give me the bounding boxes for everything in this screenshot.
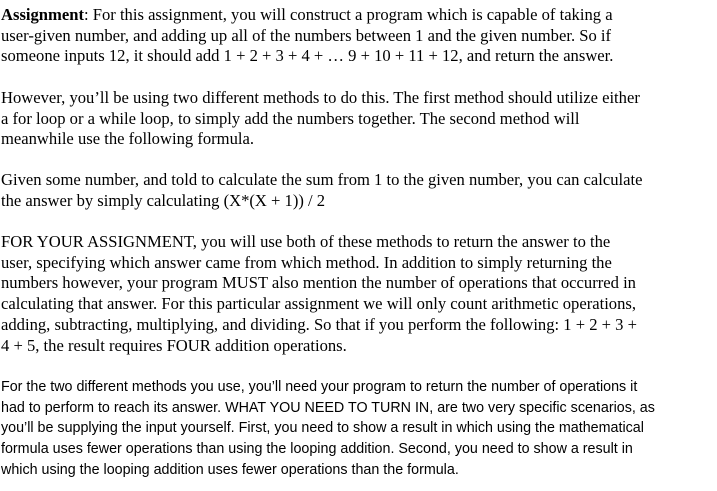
paragraph-line: the answer by simply calculating (X*(X + 1)) / 2 <box>1 190 326 210</box>
methods-paragraph <box>1 88 640 150</box>
paragraph-line: had to perform to reach its answer. WHAT YOU NEED TO TURN IN, are two very specific scenarios, as <box>1 399 655 416</box>
assignment-label: Assignment <box>1 5 84 24</box>
paragraph-line: Given some number, and told to calculate the sum from 1 to the given number, you can calculate <box>1 170 643 189</box>
paragraph-text: : For this assignment, you will construct a program which is capable of taking a <box>83 5 613 24</box>
paragraph-line: However, you’ll be using two different methods to do this. The first method should utilize either <box>1 88 640 107</box>
assignment-paragraph <box>1 5 613 67</box>
paragraph-line: formula uses fewer operations than using the looping addition. Second, you need to show a result in <box>1 441 633 458</box>
paragraph-line: user, specifying which answer came from which method. In addition to simply returning the <box>1 252 612 272</box>
turn-in-paragraph <box>1 377 655 481</box>
paragraph-line: 4 + 5, the result requires FOUR addition operations. <box>1 335 347 355</box>
paragraph-line: For the two different methods you use, you’ll need your program to return the number of operations it <box>1 379 638 395</box>
paragraph-line: FOR YOUR ASSIGNMENT, you will use both of these methods to return the answer to the <box>1 232 611 251</box>
paragraph-line: user-given number, and adding up all of the numbers between 1 and the given number. So if <box>1 25 612 45</box>
formula-paragraph <box>1 170 642 211</box>
paragraph-line: which using the looping addition uses fewer operations than the formula. <box>1 461 459 478</box>
paragraph-line: numbers however, your program MUST also mention the number of operations that occurred in <box>1 273 636 293</box>
paragraph-line: a for loop or a while loop, to simply add the numbers together. The second method will <box>1 108 580 128</box>
paragraph-line: someone inputs 12, it should add 1 + 2 + 3 + 4 + … 9 + 10 + 11 + 12, and return the answer. <box>1 46 614 66</box>
paragraph-line <box>1 5 613 26</box>
paragraph-line: adding, subtracting, multiplying, and dividing. So that if you perform the following: 1 + 2 + 3 + <box>1 314 637 334</box>
paragraph-line: calculating that answer. For this particular assignment we will only count arithmetic operations, <box>1 294 637 314</box>
requirements-paragraph <box>1 232 637 356</box>
paragraph-line: you’ll be supplying the input yourself. First, you need to show a result in which using the mathematical <box>1 420 644 437</box>
paragraph-line: meanwhile use the following formula. <box>1 129 254 149</box>
